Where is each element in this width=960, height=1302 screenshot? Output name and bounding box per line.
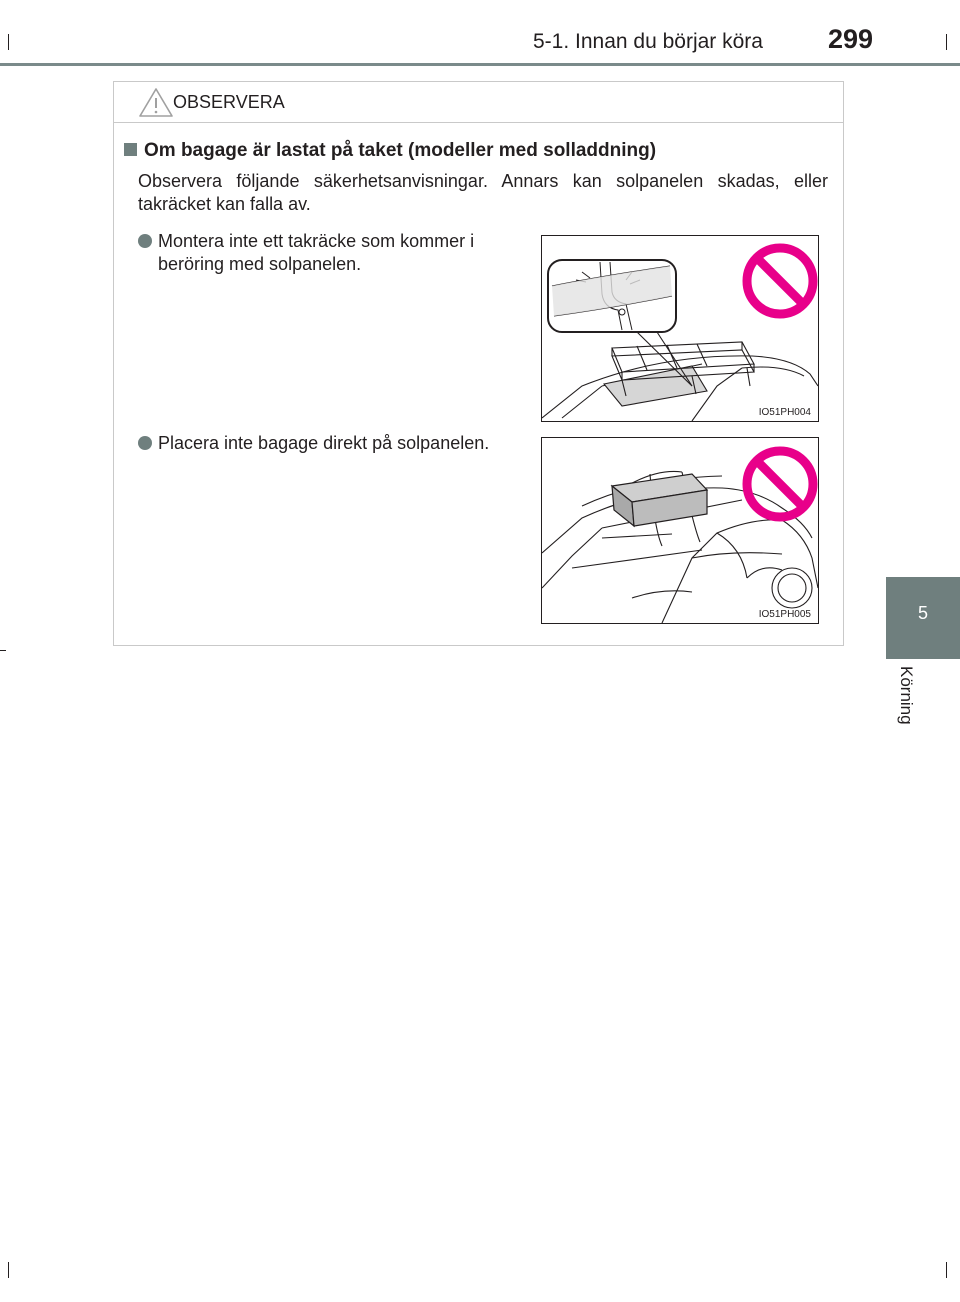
- crop-mark: [8, 1262, 9, 1278]
- bullet-item: [138, 432, 538, 472]
- figure-code: IO51PH005: [758, 609, 811, 620]
- chapter-label-wrap: [892, 662, 918, 742]
- warning-intro: Observera följande säkerhetsanvisningar. Annars kan solpanelen skadas, eller takräcket kan falla av.: [138, 171, 828, 214]
- warning-heading-text: Om bagage är lastat på taket (modeller med solladdning): [144, 140, 657, 161]
- bullet-item: [138, 230, 538, 290]
- header-rule: [0, 63, 960, 66]
- page-number: 299: [828, 24, 874, 54]
- crop-mark: [946, 1262, 947, 1278]
- roof-rack-illustration: [542, 236, 818, 421]
- crop-mark: [946, 34, 947, 50]
- bullet-dot-icon: [138, 436, 152, 450]
- chapter-tab: [886, 577, 960, 659]
- warning-triangle-icon: [138, 86, 174, 118]
- luggage-illustration: [542, 438, 818, 623]
- crop-mark: [0, 650, 6, 651]
- crop-mark: [8, 34, 9, 50]
- bullet-dot-icon: [138, 234, 152, 248]
- heading-square-icon: [124, 143, 137, 156]
- warning-box: [113, 81, 844, 646]
- chapter-number: 5: [917, 603, 928, 623]
- bullet-text: Placera inte bagage direkt på solpanelen.: [158, 433, 490, 453]
- figure-code: IO51PH004: [758, 407, 811, 418]
- chapter-label: Körning: [897, 666, 916, 725]
- bullet-text: Montera inte ett takräcke som kommer i beröring med solpanelen.: [158, 231, 475, 274]
- warning-header: [114, 82, 843, 123]
- warning-heading: [124, 140, 656, 162]
- prohibited-icon: [747, 248, 813, 314]
- section-title: 5-1. Innan du börjar köra: [533, 30, 763, 53]
- figure-roof-rack: [541, 235, 819, 422]
- figure-luggage: [541, 437, 819, 624]
- warning-title: OBSERVERA: [173, 92, 285, 112]
